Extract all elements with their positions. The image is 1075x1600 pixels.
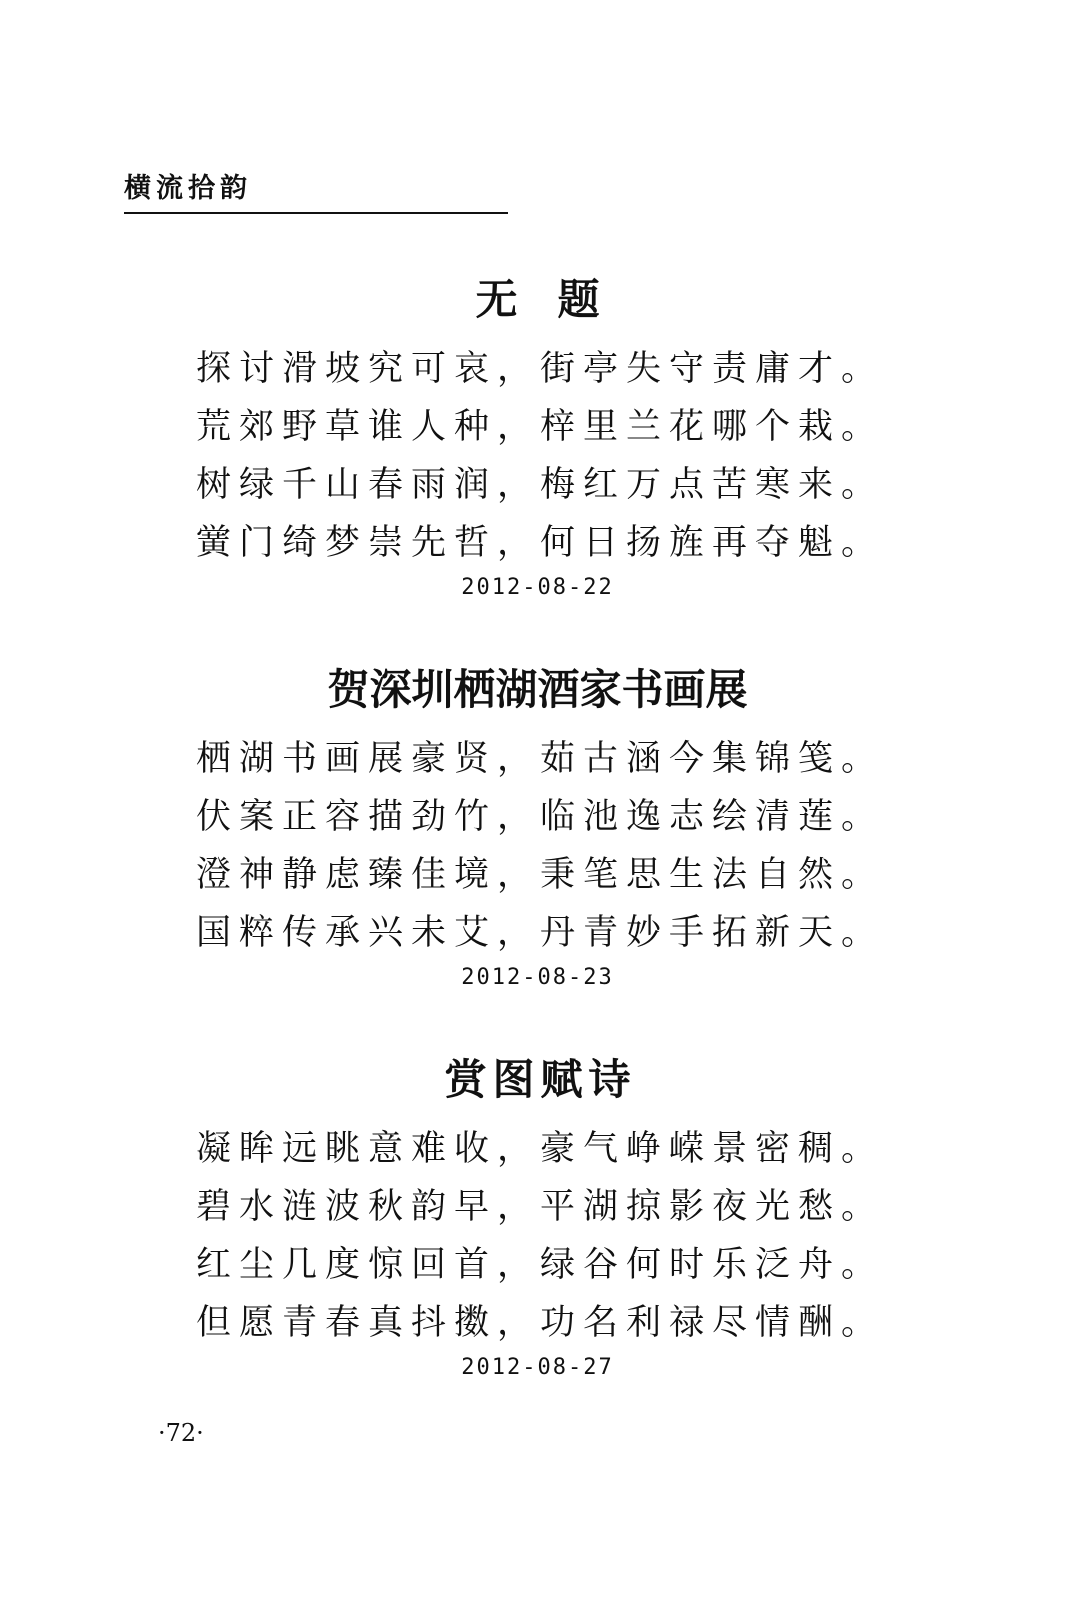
poem-line: 国粹传承兴未艾，丹青妙手拓新天。	[196, 913, 885, 953]
running-head	[124, 168, 508, 214]
poem-line: 凝眸远眺意难收，豪气峥嵘景密稠。	[196, 1129, 885, 1169]
poem-line: 碧水涟波秋韵早，平湖掠影夜光愁。	[196, 1187, 885, 1227]
poem-untitled	[0, 272, 1075, 600]
poem-title: 无题	[475, 275, 640, 324]
poem-date: 2012-08-22	[461, 575, 614, 600]
poem-line: 黉门绮梦崇先哲，何日扬旌再夺魁。	[196, 523, 885, 563]
poem-line: 伏案正容描劲竹，临池逸志绘清莲。	[196, 797, 885, 837]
poem-line: 栖湖书画展豪贤，茹古涵今集锦笺。	[196, 739, 885, 779]
poem-line: 但愿青春真抖擞，功名利禄尽情酬。	[196, 1303, 885, 1343]
running-head-title: 横流拾韵	[124, 173, 252, 204]
poem-calligraphy-exhibition	[0, 662, 1075, 990]
poem-date: 2012-08-23	[461, 965, 614, 990]
poem-lines	[196, 730, 884, 962]
poem-lines	[196, 1120, 884, 1352]
poem-line: 探讨滑坡究可哀，街亭失守责庸才。	[196, 349, 885, 389]
poem-line: 澄神静虑臻佳境，秉笔思生法自然。	[196, 855, 885, 895]
poem-line: 红尘几度惊回首，绿谷何时乐泛舟。	[196, 1245, 885, 1285]
poem-title: 贺深圳栖湖酒家书画展	[327, 665, 748, 714]
poem-picture-verse	[0, 1052, 1075, 1380]
poem-title: 赏图赋诗	[444, 1055, 637, 1104]
poem-line: 树绿千山春雨润，梅红万点苦寒来。	[196, 465, 885, 505]
page-number: ·72·	[158, 1419, 204, 1447]
poem-date: 2012-08-27	[461, 1355, 614, 1380]
poem-lines	[196, 340, 884, 572]
poem-line: 荒郊野草谁人种，梓里兰花哪个栽。	[196, 407, 885, 447]
